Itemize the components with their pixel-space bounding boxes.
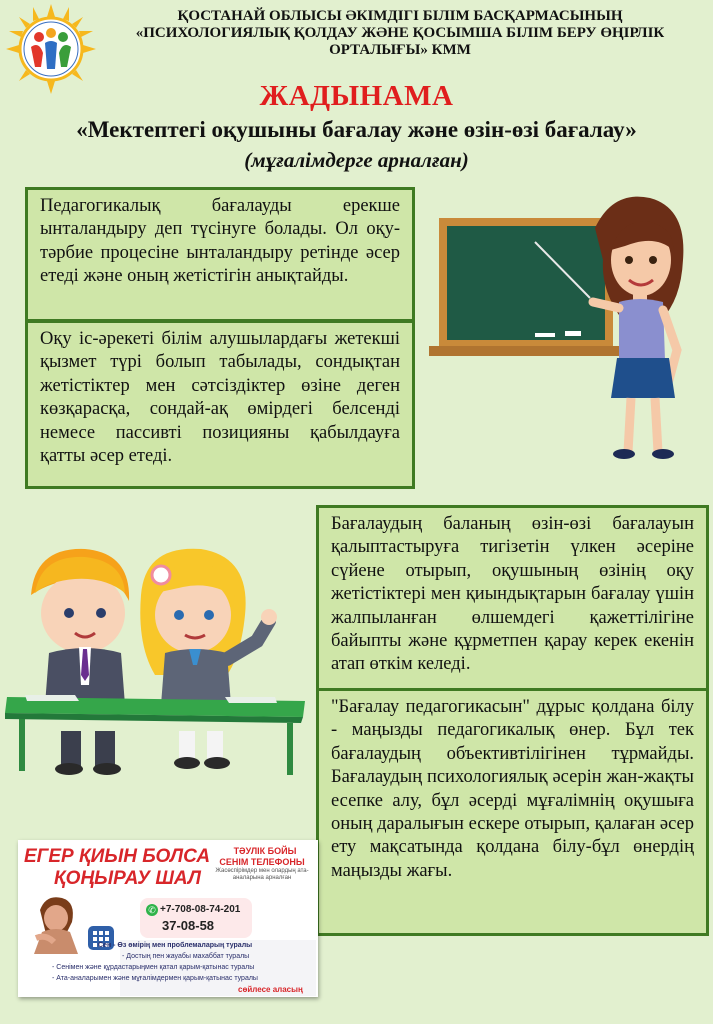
whatsapp-number: +7-708-08-74-201 xyxy=(160,904,241,915)
org-line-2: «ПСИХОЛОГИЯЛЫҚ ҚОЛДАУ ЖӘНЕ ҚОСЫМША БІЛІМ БЕРУ ӨҢІРЛІК xyxy=(135,25,665,41)
page-title: ЖАДЫНАМА xyxy=(259,80,454,112)
teacher-illustration xyxy=(425,190,713,470)
hotline-headline-1: ЕГЕР ҚИЫН БОЛСА xyxy=(24,846,211,867)
info-box-1: Педагогикалық бағалауды ерекше ынталандыру деп түсінуге болады. Ол оқу-тәрбие процесіне ынталандыру ретінде әсер етеді және оның жетістігін анықтайды. xyxy=(25,187,415,322)
children-illustration xyxy=(5,535,313,785)
whatsapp-icon: ✆ xyxy=(146,904,158,916)
hotline-cta: сөйлесе аласың xyxy=(238,985,303,994)
info-box-3: Бағалаудың баланың өзін-өзі бағалауын қалыптастыруға тигізетін үлкен әсеріне сүйене отырып, оқушының өзінің оқу жетістіктері мен қиындықтарын бағалау үшін жалпыланған өлшемдегі қажеттілігіне байыпты және құрметпен қарау керек екенін атап өткім келеді. xyxy=(316,505,709,691)
chalkboard xyxy=(429,218,621,356)
organization-name xyxy=(100,8,700,59)
hotline-topic-2: - Достың пен жауабы махаббат туралы xyxy=(122,953,250,960)
info-box-4: "Бағалау педагогикасын" дұрыс қолдана білу - маңызды педагогикалық өнер. Бұл тек бағалаудың объективтілігінен тұрмайды. Бағалаудың психологиялық әсерін жан-жақты есепке алу, бұл әсерді мұғалімнің оқушыға оның даралығын ескере отырып, қалаған әсер ету мақсатында қолдана білу-бұл өнердің маңызды жағы. xyxy=(316,688,709,936)
hotline-topic-4: - Ата-аналарымен және мұғалімдермен қарым-қатынас туралы xyxy=(52,975,258,982)
hotline-service-1: ТӘУЛІК БОЙЫ xyxy=(233,846,297,856)
hotline-service-3: Жасөспірімдер мен олардың ата-аналарына арналған xyxy=(215,868,309,881)
hotline-headline-2: ҚОҢЫРАУ ШАЛ xyxy=(54,868,201,889)
hotline-topic-1: Сен - Өз өмірің мен проблемаларың туралы xyxy=(98,942,253,949)
page-subtitle: «Мектептегі оқушыны бағалау және өзін-өзі бағалау» xyxy=(76,117,637,142)
child-photo xyxy=(26,892,86,954)
girl xyxy=(140,549,277,769)
boy xyxy=(31,549,129,775)
hotline-service-2: СЕНІМ ТЕЛЕФОНЫ xyxy=(219,857,305,867)
audience-note: (мұғалімдерге арналған) xyxy=(244,148,469,172)
hotline-phone: 37-08-58 xyxy=(162,918,215,933)
hotline-poster xyxy=(18,840,318,997)
org-line-3: ОРТАЛЫҒЫ» КММ xyxy=(329,42,471,58)
org-line-1: ҚОСТАНАЙ ОБЛЫСЫ ӘКІМДІГІ БІЛІМ БАСҚАРМАСЫНЫҢ xyxy=(177,8,623,24)
info-box-2: Оқу іс-әрекеті білім алушылардағы жетекші қызмет түрі болып табылады, сондықтан жетістіктер мен сәтсіздіктер өзіне деген көзқарасқа, сондай-ақ өмірдегі белсенді немесе пассивті позицияны қабылдауға қатты әсер етеді. xyxy=(25,320,415,489)
school-desk xyxy=(5,695,305,775)
hotline-topic-3: - Сенімен және құрдастарыңмен қатал қарым-қатынас туралы xyxy=(52,964,255,971)
